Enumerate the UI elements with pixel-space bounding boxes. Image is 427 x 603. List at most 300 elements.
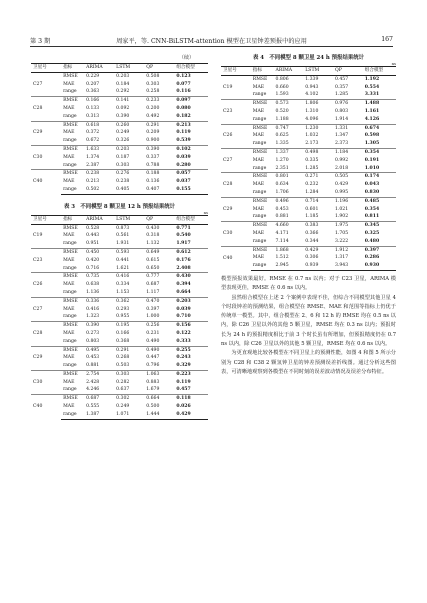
column-header: ARIMA [84,64,114,73]
table-row [31,297,208,305]
metric-cell: RMSE [61,273,84,281]
table-header-row [221,67,396,76]
value-cell: 3.222 [335,238,349,244]
satellite-id-cell: C28 [221,173,251,197]
value-cell: 0.420 [86,257,100,263]
satellite-id-cell: C26 [31,273,61,297]
value-cell: 1.331 [333,124,363,132]
value-cell: 0.229 [84,72,114,80]
value-cell: 2.408 [176,265,191,271]
value-cell: 1.975 [333,222,363,230]
metric-cell: MAE [63,404,75,410]
value-cell: 0.407 [144,186,174,194]
value-cell: 0.601 [305,206,319,212]
table-row [221,148,396,156]
value-cell: 0.555 [86,404,100,410]
value-cell: 0.710 [176,314,191,320]
table-row [221,75,396,83]
value-cell: 0.554 [364,84,380,90]
metric-cell: MAE [63,233,75,239]
value-cell: 1.902 [335,214,349,220]
column-header: 组合模型 [174,215,208,224]
value-cell: 0.292 [116,89,130,95]
value-cell: 0.394 [176,282,191,288]
value-cell: 7.114 [275,238,289,244]
value-cell: 1.184 [333,148,363,156]
satellite-id-cell: C40 [31,170,61,194]
metric-cell: RMSE [61,322,84,330]
value-cell: 1.931 [116,241,130,247]
value-cell: 0.615 [146,257,160,263]
value-cell: 1.021 [335,206,349,212]
value-cell: 4.660 [274,222,304,230]
value-cell: 0.900 [146,138,160,144]
satellite-id-cell: C28 [31,97,61,121]
value-cell: 0.416 [114,273,144,281]
value-cell: 0.026 [176,404,191,410]
value-cell: 0.955 [116,314,130,320]
table-row [31,121,208,129]
running-title: 周家平，等. CNN-BiLSTM-attention 模型在卫星钟差预报中的应用 [116,38,307,45]
metric-cell: MAE [63,306,75,312]
metric-cell: RMSE [251,100,274,108]
value-cell: 0.213 [174,121,208,129]
value-cell: 0.118 [174,395,208,403]
value-cell: 4.171 [275,230,289,236]
value-cell: 0.976 [333,100,363,108]
value-cell: 0.672 [86,138,100,144]
satellite-id-cell: C23 [221,100,251,124]
value-cell: 0.325 [364,230,380,236]
value-cell: 0.777 [144,273,174,281]
table-3-caption: 表 3 不同模型 8 颗卫星 12 h 预报结果统计 [63,203,176,210]
column-header: 卫星号 [31,215,61,224]
column-header: QP [333,67,363,76]
value-cell: 0.496 [274,197,304,205]
value-cell: 0.303 [114,370,144,378]
value-cell: 0.260 [114,121,144,129]
value-cell: 0.687 [146,282,160,288]
table-3-unit: ns [203,209,208,215]
value-cell: 0.166 [84,97,114,105]
value-cell: 0.080 [176,105,191,111]
value-cell: 1.806 [303,100,333,108]
value-cell: 0.209 [146,130,160,136]
metric-cell: range [63,289,77,295]
value-cell: 1.488 [363,100,396,108]
value-cell: 0.243 [176,355,191,361]
metric-cell: RMSE [61,97,84,105]
value-cell: 0.119 [176,379,191,385]
value-cell: 0.280 [176,162,191,168]
value-cell: 1.161 [364,108,380,114]
value-cell: 1.000 [146,314,160,320]
value-cell: 2.173 [305,141,319,147]
value-cell: 0.363 [86,89,100,95]
value-cell: 0.203 [114,72,144,80]
satellite-id-cell: C23 [31,248,61,272]
value-cell: 1.335 [275,141,289,147]
column-header: LSTM [114,64,144,73]
value-cell: 0.039 [176,306,191,312]
satellite-id-cell: C40 [221,246,251,270]
table-row [31,248,208,256]
value-cell: 0.674 [363,124,396,132]
value-cell: 0.390 [84,322,114,330]
value-cell: 0.337 [146,154,160,160]
value-cell: 0.490 [146,338,160,344]
value-cell: 1.132 [146,241,160,247]
table-row [31,322,208,330]
value-cell: 0.939 [303,262,333,270]
metric-cell: range [63,241,77,247]
value-cell: 0.450 [84,248,114,256]
table-2-continued [31,63,208,195]
left-column [31,54,208,420]
column-header: ARIMA [274,67,304,76]
value-cell: 0.043 [364,182,380,188]
metric-cell: MAE [63,330,75,336]
table-3 [31,215,208,420]
value-cell: 0.249 [116,130,130,136]
value-cell: 0.268 [116,355,130,361]
value-cell: 1.512 [275,255,289,261]
value-cell: 0.430 [144,224,174,232]
satellite-id-cell: C40 [31,395,61,419]
table-row [221,246,396,254]
metric-cell: RMSE [251,222,274,230]
value-cell: 1.063 [144,370,174,378]
metric-cell: RMSE [61,170,84,178]
value-cell: 3.943 [333,262,363,270]
table-4-unit: ns [391,61,396,66]
value-cell: 1.387 [84,411,114,419]
metric-cell: RMSE [61,248,84,256]
value-cell: 0.293 [116,306,130,312]
value-cell: 4.126 [364,116,380,122]
value-cell: 1.153 [116,289,130,295]
table-row [31,97,208,105]
value-cell: 0.303 [116,162,130,168]
metric-cell: RMSE [61,346,84,354]
column-header: LSTM [303,67,333,76]
value-cell: 0.345 [363,222,396,230]
metric-cell: RMSE [251,197,274,205]
metric-cell: range [252,165,267,171]
table-row [31,346,208,354]
value-cell: 0.788 [146,162,160,168]
value-cell: 0.747 [274,124,304,132]
value-cell: 0.714 [303,197,333,205]
value-cell: 0.429 [335,182,349,188]
value-cell: 1.339 [303,75,333,83]
metric-cell: range [63,314,77,320]
value-cell: 0.498 [303,148,333,156]
value-cell: 0.097 [174,97,208,105]
value-cell: 0.598 [364,133,380,139]
value-cell: 0.122 [176,330,191,336]
value-cell: 0.232 [305,182,319,188]
column-header: 组合模型 [174,64,208,73]
value-cell: 0.187 [116,154,130,160]
metric-cell: range [252,116,267,122]
value-cell: 0.664 [144,395,174,403]
value-cell: 0.077 [176,81,191,87]
value-cell: 0.429 [174,411,208,419]
satellite-id-cell: C30 [31,145,61,169]
value-cell: 0.416 [86,306,100,312]
metric-cell: RMSE [251,246,274,254]
value-cell: 0.649 [144,248,174,256]
column-header: 组合模型 [363,67,396,76]
value-cell: 0.166 [116,330,130,336]
value-cell: 1.337 [274,148,304,156]
value-cell: 0.231 [146,330,160,336]
value-cell: 0.881 [86,363,100,369]
value-cell: 0.039 [176,154,191,160]
value-cell: 0.255 [174,346,208,354]
value-cell: 0.687 [84,395,114,403]
value-cell: 1.188 [275,116,289,122]
column-header: 卫星号 [221,67,251,76]
value-cell: 0.102 [174,145,208,153]
right-column [221,54,396,377]
satellite-id-cell: C19 [221,75,251,99]
satellite-id-cell: C29 [31,346,61,370]
value-cell: 0.335 [305,157,319,163]
value-cell: 0.735 [84,273,114,281]
satellite-id-cell: C30 [31,370,61,394]
value-cell: 0.485 [363,197,396,205]
value-cell: 0.092 [116,105,130,111]
table-4-caption: 表 4 不同模型 8 颗卫星 24 h 预报结果统计 [252,55,365,61]
value-cell: 0.397 [146,306,160,312]
metric-cell: MAE [63,105,75,111]
value-cell: 0.951 [86,241,100,247]
column-header: 指标 [61,215,84,224]
metric-cell: range [252,141,267,147]
value-cell: 4.096 [305,116,319,122]
value-cell: 0.930 [363,262,396,270]
metric-cell: range [63,363,77,369]
value-cell: 2.351 [275,165,289,171]
value-cell: 0.336 [84,297,114,305]
value-cell: 0.495 [84,346,114,354]
metric-cell: range [252,189,267,195]
column-header: QP [144,215,174,224]
metric-cell: RMSE [251,75,274,83]
value-cell: 0.492 [146,113,160,119]
metric-cell: range [63,89,77,95]
satellite-id-cell: C27 [31,72,61,96]
value-cell: 0.638 [86,282,100,288]
value-cell: 1.633 [84,145,114,153]
column-header: 卫星号 [31,64,61,73]
table-row [221,173,396,181]
metric-cell: MAE [252,230,265,236]
table-4 [221,66,396,271]
value-cell: 1.317 [335,255,349,261]
value-cell: 0.716 [86,265,100,271]
value-cell: 0.238 [84,170,114,178]
value-cell: 0.191 [364,157,380,163]
value-cell: 0.502 [84,186,114,194]
value-cell: 0.333 [176,338,191,344]
value-cell: 0.354 [364,206,380,212]
metric-cell: range [63,338,77,344]
metric-cell: MAE [63,282,75,288]
value-cell: 0.383 [303,222,333,230]
value-cell: 0.291 [144,121,174,129]
value-cell: 1.444 [144,411,174,419]
value-cell: 1.912 [333,246,363,254]
value-cell: 0.213 [86,179,100,185]
issue-label: 第 3 期 [30,38,51,45]
value-cell: 1.010 [364,165,380,171]
value-cell: 1.284 [305,189,319,195]
column-header: QP [144,64,174,73]
value-cell: 1.185 [305,214,319,220]
value-cell: 1.117 [146,289,160,295]
value-cell: 0.883 [146,379,160,385]
value-cell: 0.429 [303,246,333,254]
value-cell: 0.771 [174,224,208,232]
value-cell: 0.830 [364,189,380,195]
value-cell: 0.195 [114,322,144,330]
metric-cell: MAE [252,255,265,261]
value-cell: 3.331 [364,92,380,98]
satellite-id-cell: C29 [221,197,251,221]
value-cell: 0.133 [86,105,100,111]
table-row [31,224,208,232]
value-cell: 0.397 [363,246,396,254]
value-cell: 0.326 [116,138,130,144]
value-cell: 0.116 [176,89,191,95]
value-cell: 0.573 [274,100,304,108]
metric-cell: MAE [252,157,265,163]
value-cell: 0.200 [146,105,160,111]
value-cell: 0.490 [144,346,174,354]
metric-cell: range [63,113,77,119]
value-cell: 0.057 [174,170,208,178]
metric-cell: MAE [63,257,75,263]
metric-cell: MAE [252,133,265,139]
value-cell: 0.453 [275,206,289,212]
value-cell: 4.102 [305,92,319,98]
value-cell: 0.362 [114,297,144,305]
table-row [31,370,208,378]
value-cell: 1.706 [275,189,289,195]
value-cell: 0.528 [84,224,114,232]
value-cell: 1.679 [146,387,160,393]
value-cell: 0.873 [114,224,144,232]
metric-cell: MAE [63,379,75,385]
value-cell: 0.441 [116,257,130,263]
table-row [31,170,208,178]
column-header: 指标 [251,67,274,76]
value-cell: 0.344 [305,238,319,244]
value-cell: 1.285 [335,92,349,98]
value-cell: 1.032 [305,133,319,139]
value-cell: 0.303 [146,81,160,87]
value-cell: 0.803 [335,108,349,114]
paragraph-1: 模型预报效果最好。RMSE 在 0.7 ns 以内；对于 C23 卫星，ARIMA 模型表现更佳，RMSE 在 0.6 ns 以内。 [221,275,396,292]
metric-cell: RMSE [251,173,274,181]
value-cell: 0.354 [363,148,396,156]
value-cell: 1.192 [363,75,396,83]
metric-cell: range [61,186,84,194]
value-cell: 1.285 [305,165,319,171]
metric-cell: MAE [63,130,75,136]
running-header [30,34,393,47]
value-cell: 0.141 [114,97,144,105]
value-cell: 0.368 [116,338,130,344]
value-cell: 0.593 [114,248,144,256]
value-cell: 0.390 [116,113,130,119]
satellite-id-cell: C19 [31,224,61,248]
value-cell: 0.539 [176,138,191,144]
value-cell: 0.256 [144,322,174,330]
table-header-row [31,215,208,224]
value-cell: 2.387 [86,162,100,168]
value-cell: 0.612 [174,248,208,256]
value-cell: 0.500 [146,404,160,410]
value-cell: 0.119 [176,130,191,136]
value-cell: 1.323 [86,314,100,320]
value-cell: 0.660 [275,84,289,90]
value-cell: 0.664 [176,289,191,295]
value-cell: 0.174 [363,173,396,181]
value-cell: 0.806 [274,75,304,83]
metric-cell: MAE [63,179,75,185]
value-cell: 0.637 [116,387,130,393]
metric-cell: MAE [252,108,265,114]
value-cell: 0.405 [114,186,144,194]
value-cell: 0.881 [275,214,289,220]
value-cell: 1.593 [275,92,289,98]
value-cell: 0.995 [335,189,349,195]
metric-cell: RMSE [61,72,84,80]
value-cell: 0.273 [86,330,100,336]
satellite-id-cell: C28 [31,322,61,346]
value-cell: 2.373 [335,141,349,147]
value-cell: 0.258 [146,89,160,95]
metric-cell: RMSE [61,297,84,305]
table-row [221,124,396,132]
value-cell: 0.801 [274,173,304,181]
value-cell: 1.136 [86,289,100,295]
metric-cell: range [63,265,77,271]
value-cell: 2.945 [274,262,304,270]
value-cell: 0.156 [174,322,208,330]
metric-cell: range [63,162,77,168]
value-cell: 0.037 [176,179,191,185]
metric-cell: RMSE [61,370,84,378]
value-cell: 1.705 [335,230,349,236]
value-cell: 0.366 [305,230,319,236]
table-row [31,145,208,153]
value-cell: 0.276 [114,170,144,178]
paragraph-3: 为更直观地比较各模型在不同卫星上的预测性能，如图 4 和图 5 所示分别为 C28 和 C38 2 颗氢钟卫星的钟差预测误差折线图。通过分析这些图表，可清晰地观察到各模型在不同时刻的误差波动情况及误差分布特征。 [221,350,396,375]
table-row [221,197,396,205]
column-header: 指标 [61,64,84,73]
value-cell: 0.233 [144,97,174,105]
value-cell: 0.182 [176,113,191,119]
metric-cell: range [252,238,267,244]
value-cell: 0.249 [116,404,130,410]
value-cell: 0.470 [144,297,174,305]
paragraph-2: 虽然组合模型在上述 2 个案例中表现不佳，但综合不同模型其他卫星 4 个时段钟差的预测结果，组合模型在 RMSE、MAE 和范围等指标上仍优于传统单一模型。其中，组合模型在 2、6 和 12 h 的 RMSE 均在 0.5 ns 以内，除 C26 卫星以外的其他 5 颗卫星，RMSE 均在 0.3 ns 以内；预报时长为 24 h 的预报精度相比于前 3 个时长虽有所增加，但预报精度仍在 0.7 ns 以内，除 C26 卫星以外的其他 5 颗卫星，RMSE 均在 0.6 ns 以内。 [221,294,396,347]
